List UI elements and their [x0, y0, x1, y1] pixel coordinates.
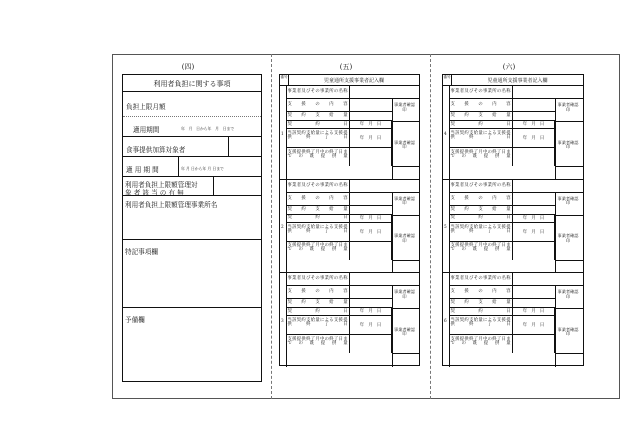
value-field[interactable] [513, 86, 583, 99]
limit-office-label: 利用者負担上限額管理事業所名 [125, 201, 218, 209]
field-label-support: 支援の内容 [449, 193, 513, 206]
value-field[interactable] [350, 86, 419, 99]
field-label-office-name: 事業者及びその事業所の名称 [449, 86, 513, 99]
block-number: 4 [444, 130, 447, 136]
field-label-support: 支援の内容 [286, 99, 350, 112]
value-field[interactable] [513, 112, 555, 121]
field-label-contract-amount: 契約支給量 [286, 299, 350, 308]
value-field[interactable] [350, 335, 392, 353]
provider-entry-panel-5 [279, 74, 420, 366]
meal-period-label: 適 用 期 間 [126, 166, 159, 174]
stamp-column-divider [392, 193, 393, 273]
block-number: 2 [281, 224, 284, 230]
value-field[interactable] [513, 299, 555, 308]
period-value: 年 月 日から年 月 日まで [181, 126, 235, 131]
block-number: 3 [281, 317, 284, 323]
reserve-label: 予備欄 [125, 316, 145, 324]
field-label-contract-date: 契約日 [449, 121, 513, 129]
meal-label: 食事提供加算対象者 [126, 146, 186, 154]
entry-block [280, 180, 419, 274]
field-label-contract-qty: 当該契約支給量による支援提供終了日 [286, 316, 350, 335]
provider-entry-panel-6 [442, 74, 584, 366]
header-number: 番号 [443, 75, 452, 86]
value-field[interactable] [513, 273, 583, 286]
stamp-column-divider [555, 286, 556, 367]
special-row [123, 240, 261, 308]
header-number: 番号 [280, 75, 289, 86]
field-label-office-name: 事業者及びその事業所の名称 [286, 86, 350, 99]
number-column-divider [449, 273, 450, 367]
stamp-divider [392, 353, 419, 354]
field-label-contract-qty: 当該契約支給量による支援提供終了日 [286, 129, 350, 148]
confirm-stamp-cell[interactable]: 事業者確認印 [557, 233, 579, 243]
limit-manage-row [123, 177, 261, 196]
confirm-stamp-cell[interactable]: 事業者確認印 [394, 102, 415, 112]
fold-line [430, 54, 431, 399]
value-field[interactable] [513, 286, 555, 299]
block-number: 6 [444, 317, 447, 323]
field-label-office-name: 事業者及びその事業所の名称 [449, 273, 513, 286]
value-field[interactable] [513, 99, 555, 112]
confirm-stamp-cell[interactable]: 事業者確認印 [557, 326, 579, 337]
confirm-stamp-cell[interactable]: 事業者確認印 [394, 195, 415, 206]
panel-title-row [123, 75, 261, 92]
stamp-divider [392, 260, 419, 261]
value-field[interactable] [513, 335, 555, 353]
value-field[interactable] [350, 286, 392, 299]
field-label-support: 支援の内容 [286, 193, 350, 206]
fold-line [271, 54, 272, 399]
header-title: 児童通所支援事業者記入欄 [487, 78, 548, 84]
date-field[interactable]: 年 月 日 [350, 121, 392, 129]
date-field[interactable]: 年 月 日 [513, 316, 555, 335]
stamp-column-divider [392, 99, 393, 179]
date-field[interactable]: 年 月 日 [513, 121, 555, 129]
field-label-contract-date: 契約日 [286, 121, 350, 129]
panel-number: (四) [181, 63, 195, 71]
value-field[interactable] [350, 206, 392, 215]
confirm-stamp-cell[interactable]: 事業者確認印 [394, 289, 415, 299]
upper-limit-row [123, 92, 261, 117]
meal-period-row [123, 157, 261, 177]
limit-office-row [123, 196, 261, 240]
stamp-divider [555, 260, 583, 261]
field-label-contract-amount: 契約支給量 [449, 299, 513, 308]
period-label: 適用期間 [133, 126, 160, 134]
number-column-divider [449, 86, 450, 179]
number-column-divider [286, 180, 287, 273]
date-field[interactable]: 年 月 日 [513, 129, 555, 148]
meal-period-value: 年 月 日から年 月 日まで [181, 166, 224, 171]
field-label-contract-date: 契約日 [449, 215, 513, 223]
field-label-remaining: 支援提供終了月中の終了日までの既提供量 [286, 242, 350, 260]
field-label-remaining: 支援提供終了月中の終了日までの既提供量 [286, 148, 350, 166]
stamp-divider [392, 308, 419, 309]
value-field[interactable] [350, 273, 419, 286]
field-label-contract-amount: 契約支給量 [286, 206, 350, 215]
date-field[interactable]: 年 月 日 [350, 223, 392, 242]
date-field[interactable]: 年 月 日 [350, 316, 392, 335]
field-label-contract-qty: 当該契約支給量による支援提供終了日 [449, 316, 513, 335]
stamp-column-divider [555, 99, 556, 179]
value-field[interactable] [350, 112, 392, 121]
stamp-divider [392, 121, 419, 122]
panel-number: (五) [339, 63, 353, 71]
stamp-divider [392, 215, 419, 216]
header-title: 児童通所支援事業者記入欄 [323, 78, 384, 84]
field-label-contract-date: 契約日 [286, 215, 350, 223]
field-label-contract-amount: 契約支給量 [449, 112, 513, 121]
value-field[interactable] [513, 206, 555, 215]
limit-manage-label: 利用者負担上限額管理対 [125, 181, 198, 189]
confirm-stamp-cell[interactable]: 事業者確認印 [557, 195, 579, 206]
period-row [123, 117, 261, 137]
entry-block [443, 180, 583, 274]
panel-title: 利用者負担に関する事項 [153, 80, 231, 88]
value-field[interactable] [513, 242, 555, 260]
limit-manage-label-2: 象 者 該 当 の 有 無 [125, 189, 184, 197]
field-label-support: 支援の内容 [449, 99, 513, 112]
value-field[interactable] [350, 180, 419, 193]
field-label-contract-date: 契約日 [286, 308, 350, 316]
field-label-contract-amount: 契約支給量 [449, 206, 513, 215]
field-label-contract-qty: 当該契約支給量による支援提供終了日 [449, 223, 513, 242]
field-label-remaining: 支援提供終了月中の終了日までの既提供量 [449, 242, 513, 260]
panel-header [280, 75, 419, 86]
entry-block [443, 86, 583, 180]
value-field[interactable] [513, 193, 555, 206]
confirm-stamp-cell[interactable]: 事業者確認印 [394, 233, 415, 243]
confirm-stamp-cell[interactable]: 事業者確認印 [557, 102, 579, 112]
field-label-office-name: 事業者及びその事業所の名称 [286, 180, 350, 193]
field-label-support: 支援の内容 [449, 286, 513, 299]
confirm-stamp-cell[interactable]: 事業者確認印 [557, 289, 579, 299]
value-field[interactable] [513, 148, 555, 166]
confirm-stamp-cell[interactable]: 事業者確認印 [394, 326, 415, 337]
entry-block [280, 86, 419, 180]
field-label-remaining: 支援提供終了月中の終了日までの既提供量 [449, 335, 513, 353]
entry-block [280, 273, 419, 367]
stamp-divider [392, 166, 419, 167]
stamp-column-divider [392, 286, 393, 367]
meal-row [123, 137, 261, 157]
date-field[interactable]: 年 月 日 [350, 129, 392, 148]
block-number: 1 [281, 130, 284, 136]
special-label: 特記事項欄 [125, 248, 158, 256]
stamp-divider [555, 215, 583, 216]
number-column-divider [449, 180, 450, 273]
field-label-remaining: 支援提供終了月中の終了日までの既提供量 [449, 148, 513, 166]
block-number: 5 [444, 224, 447, 230]
value-field[interactable] [350, 299, 392, 308]
user-burden-panel [122, 74, 262, 382]
entry-block [443, 273, 583, 367]
stamp-divider [555, 121, 583, 122]
stamp-divider [555, 353, 583, 354]
confirm-stamp-cell[interactable]: 事業者確認印 [557, 139, 579, 150]
field-label-contract-qty: 当該契約支給量による支援提供終了日 [449, 129, 513, 148]
value-field[interactable] [350, 193, 392, 206]
date-field[interactable]: 年 月 日 [350, 308, 392, 316]
stamp-column-divider [555, 193, 556, 273]
field-label-office-name: 事業者及びその事業所の名称 [286, 273, 350, 286]
date-field[interactable]: 年 月 日 [350, 215, 392, 223]
number-column-divider [286, 86, 287, 179]
value-field[interactable] [350, 148, 392, 166]
date-field[interactable]: 年 月 日 [513, 223, 555, 242]
value-field[interactable] [350, 242, 392, 260]
field-label-contract-date: 契約日 [449, 308, 513, 316]
value-field[interactable] [513, 180, 583, 193]
reserve-row [123, 308, 261, 383]
panel-header [443, 75, 583, 86]
field-label-office-name: 事業者及びその事業所の名称 [449, 180, 513, 193]
value-field[interactable] [350, 99, 392, 112]
upper-limit-label: 負担上限月額 [126, 103, 166, 111]
confirm-stamp-cell[interactable]: 事業者確認印 [394, 139, 415, 150]
date-field[interactable]: 年 月 日 [513, 215, 555, 223]
field-label-remaining: 支援提供終了月中の終了日までの既提供量 [286, 335, 350, 353]
field-label-support: 支援の内容 [286, 286, 350, 299]
field-label-contract-amount: 契約支給量 [286, 112, 350, 121]
number-column-divider [286, 273, 287, 367]
stamp-divider [555, 308, 583, 309]
panel-number: (六) [502, 63, 516, 71]
date-field[interactable]: 年 月 日 [513, 308, 555, 316]
stamp-divider [555, 166, 583, 167]
field-label-contract-qty: 当該契約支給量による支援提供終了日 [286, 223, 350, 242]
